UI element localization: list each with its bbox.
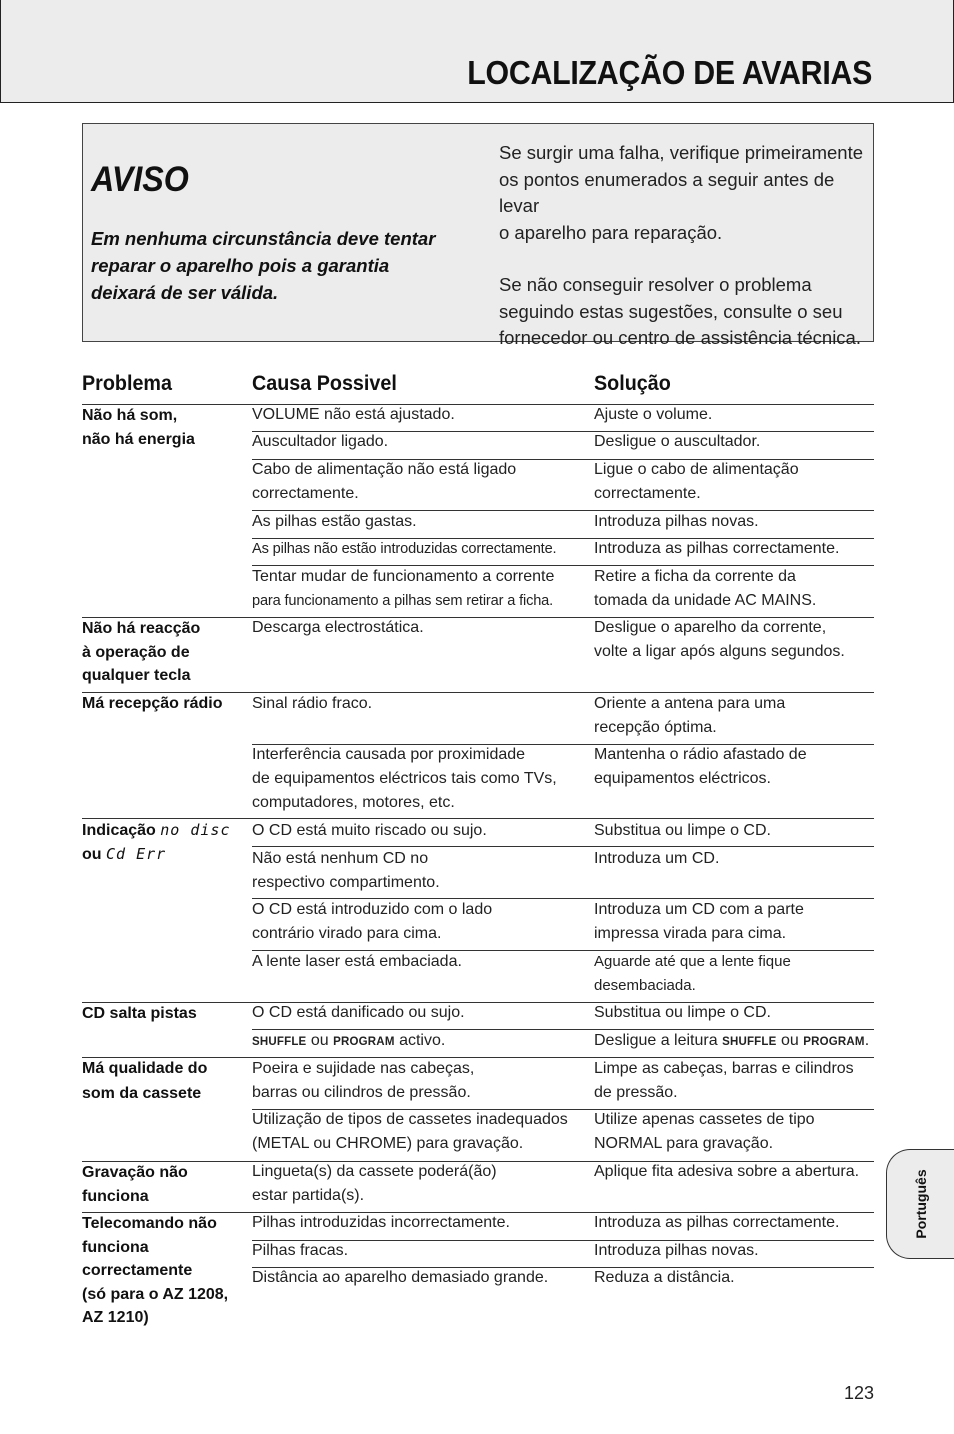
solution-cell [594,1160,874,1184]
solution-cell [594,537,874,561]
cause-cell [252,537,587,561]
solution-line: NORMAL para gravação. [594,1135,774,1152]
solution-line: Mantenha o rádio afastado de [594,746,807,763]
cause-line: Utilização de tipos de cassetes inadequados [252,1111,568,1128]
problem-line: AZ 1210) [82,1309,149,1326]
intro-line: o aparelho para reparação. [499,221,723,243]
cause-cell [252,458,587,506]
solution-cell [594,403,874,427]
solution-line: Introduza pilhas novas. [594,513,759,530]
cause-cell [252,403,587,427]
solution-line: Substitua ou limpe o CD. [594,822,771,839]
solution-end-text: . [864,1032,870,1049]
cause-line: Poeira e sujidade nas cabeças, [252,1060,475,1077]
solution-line: Utilize apenas cassetes de tipo [594,1111,815,1128]
solution-cell [594,1108,874,1156]
cause-line: Lingueta(s) da cassete poderá(ão) [252,1163,497,1180]
problem-line: funciona [82,1238,149,1256]
warning-box [82,123,874,348]
solution-line: Desligue o aparelho da corrente, [594,619,827,636]
solution-line: Ajuste o volume. [594,406,713,423]
warning-text [91,225,471,306]
cause-cell [252,1160,587,1208]
cause-line: O CD está danificado ou sujo. [252,1004,465,1021]
solution-line: Introduza um CD com a parte [594,901,804,918]
cause-line: Auscultador ligado. [252,433,389,450]
cause-cell [252,430,587,454]
warning-line: deixará de ser válida. [91,282,279,303]
cause-cell [252,1108,587,1156]
cause-cell [252,847,587,895]
cause-line: estar partida(s). [252,1187,365,1204]
cause-line: Cabo de alimentação não está ligado [252,461,517,478]
column-header-cause: Causa Possivel [252,372,397,395]
solution-line: Aguarde até que a lente fique [594,953,791,970]
problem-line: Não há som, [82,407,178,424]
cause-line: As pilhas estão gastas. [252,513,417,530]
or-text: ou [780,1032,799,1049]
problem-line: CD salta pistas [82,1005,197,1022]
cause-cell [252,819,587,843]
program-label: PROGRAM [803,1036,865,1048]
language-tab-label: Português [912,1169,929,1239]
cause-line: Não está nenhum CD no [252,850,429,867]
warning-title: AVISO [91,160,189,199]
solution-line: Introduza pilhas novas. [594,1242,759,1259]
warning-line: reparar o aparelho pois a garantia [91,255,390,276]
cause-end-text: activo. [399,1032,446,1049]
cause-line: O CD está muito riscado ou sujo. [252,822,487,839]
intro-paragraph [499,140,871,246]
cause-line: para funcionamento a pilhas sem retirar a ficha. [252,593,554,609]
cause-line: respectivo compartimento. [252,874,440,891]
solution-line: Oriente a antena para uma [594,695,786,712]
page-number: 123 [843,1383,874,1403]
intro-paragraph [499,272,871,352]
shuffle-label: SHUFFLE [252,1036,307,1048]
solution-cell [594,743,874,791]
intro-line: Se não conseguir resolver o problema [499,274,812,295]
solution-line: Introduza as pilhas correctamente. [594,1214,840,1231]
solution-cell [594,510,874,534]
cause-cell [252,1211,587,1235]
problem-line: qualquer tecla [82,667,191,684]
solution-line: Ligue o cabo de alimentação [594,461,799,478]
cause-cell [252,743,587,815]
problem-line: som da cassete [82,1084,202,1102]
intro-line: os pontos enumerados a seguir antes de levar [499,168,835,216]
problem-label [82,404,247,451]
problem-line: Gravação não [82,1164,188,1181]
solution-line: de pressão. [594,1084,678,1101]
problem-line: Má recepção rádio [82,695,223,712]
solution-line: Substitua ou limpe o CD. [594,1004,771,1021]
cause-cell [252,1266,587,1290]
solution-cell [594,819,874,843]
cause-cell [252,950,587,974]
solution-line: Retire a ficha da corrente da [594,568,796,585]
page-title: LOCALIZAÇÃO DE AVARIAS [467,54,872,91]
problem-line: à operação de [82,643,190,661]
solution-line: volte a ligar após alguns segundos. [594,643,845,660]
column-header-problem: Problema [82,372,172,395]
cause-cell [252,616,587,640]
problem-line: (só para o AZ 1208, [82,1285,229,1303]
solution-cell [594,616,874,664]
cause-cell [252,510,587,534]
solution-cell [594,1029,874,1054]
problem-label [82,819,247,866]
intro-text [499,140,871,352]
language-tab [886,1149,954,1259]
solution-cell [594,1057,874,1105]
problem-label [82,617,247,688]
cause-cell [252,1029,587,1054]
cause-line: VOLUME não está ajustado. [252,406,455,423]
cause-line: Pilhas introduzidas incorrectamente. [252,1214,510,1231]
cause-line: As pilhas não estão introduzidas correctamente. [252,541,557,557]
cause-line: Pilhas fracas. [252,1242,349,1259]
solution-line: tomada da unidade AC MAINS. [594,592,817,609]
intro-line: seguindo estas sugestões, consulte o seu [499,300,843,322]
problem-line: funciona [82,1187,149,1205]
solution-cell [594,1239,874,1263]
intro-line: Se surgir uma falha, verifique primeiramente [499,142,863,163]
problem-line: correctamente [82,1262,193,1279]
cause-line: barras ou cilindros de pressão. [252,1084,471,1101]
solution-cell [594,430,874,454]
problem-label [82,692,247,716]
indication-or: ou [82,845,102,863]
solution-cell [594,1266,874,1290]
cause-line: (METAL ou CHROME) para gravação. [252,1135,524,1152]
cause-line: Sinal rádio fraco. [252,695,373,712]
solution-line: recepção óptima. [594,719,717,736]
solution-cell [594,565,874,613]
solution-cell [594,1001,874,1025]
solution-line: Limpe as cabeças, barras e cilindros [594,1060,854,1077]
cause-line: correctamente. [252,485,359,502]
solution-cell [594,898,874,946]
cause-line: contrário virado para cima. [252,925,442,942]
lcd-code-cd-err: Cd Err [106,844,167,863]
cause-cell [252,1239,587,1263]
problem-line: Má qualidade do [82,1060,208,1077]
cause-cell [252,1057,587,1105]
problem-line: Telecomando não [82,1215,217,1232]
cause-cell [252,898,587,946]
problem-line: Não há reacção [82,620,201,637]
problem-label [82,1002,247,1026]
solution-line: correctamente. [594,485,701,502]
intro-line: fornecedor ou centro de assistência técnica. [499,327,861,348]
cause-cell [252,565,587,613]
solution-line [594,1029,874,1054]
cause-line: computadores, motores, etc. [252,794,455,811]
problem-line [82,819,247,843]
problem-label [82,1057,247,1106]
problem-label [82,1161,247,1208]
cause-cell [252,692,587,716]
solution-cell [594,692,874,740]
cause-line: A lente laser está embaciada. [252,953,462,970]
solution-cell [594,847,874,871]
cause-cell [252,1001,587,1025]
lcd-code-no-disc: no disc [160,821,231,839]
solution-line: Desligue o auscultador. [594,433,761,450]
solution-line: Reduza a distância. [594,1269,735,1286]
solution-line: Introduza as pilhas correctamente. [594,540,840,557]
solution-cell [594,950,874,998]
cause-line: Distância ao aparelho demasiado grande. [252,1269,549,1286]
solution-line: Introduza um CD. [594,850,720,867]
warning-line: Em nenhuma circunstância deve tentar [91,228,436,249]
column-header-solution: Solução [594,372,671,395]
cause-line [252,1029,587,1054]
problem-label [82,1212,247,1330]
cause-line: de equipamentos eléctricos tais como TVs, [252,770,557,787]
cause-line: Descarga electrostática. [252,619,424,636]
solution-cell [594,1211,874,1235]
cause-line: Tentar mudar de funcionamento a corrente [252,568,555,585]
or-text: ou [310,1032,329,1049]
indication-label: Indicação [82,822,156,839]
problem-line: não há energia [82,430,195,448]
solution-line: impressa virada para cima. [594,925,787,942]
problem-line [82,843,247,867]
shuffle-label: SHUFFLE [722,1036,777,1048]
cause-line: Interferência causada por proximidade [252,746,526,763]
solution-cell [594,458,874,506]
solution-line: equipamentos eléctricos. [594,770,771,787]
cause-line: O CD está introduzido com o lado [252,901,493,918]
program-label: PROGRAM [333,1036,395,1048]
solution-line: Aplique fita adesiva sobre a abertura. [594,1163,860,1180]
solution-start-text: Desligue a leitura [594,1032,718,1049]
solution-line: desembaciada. [594,977,696,994]
